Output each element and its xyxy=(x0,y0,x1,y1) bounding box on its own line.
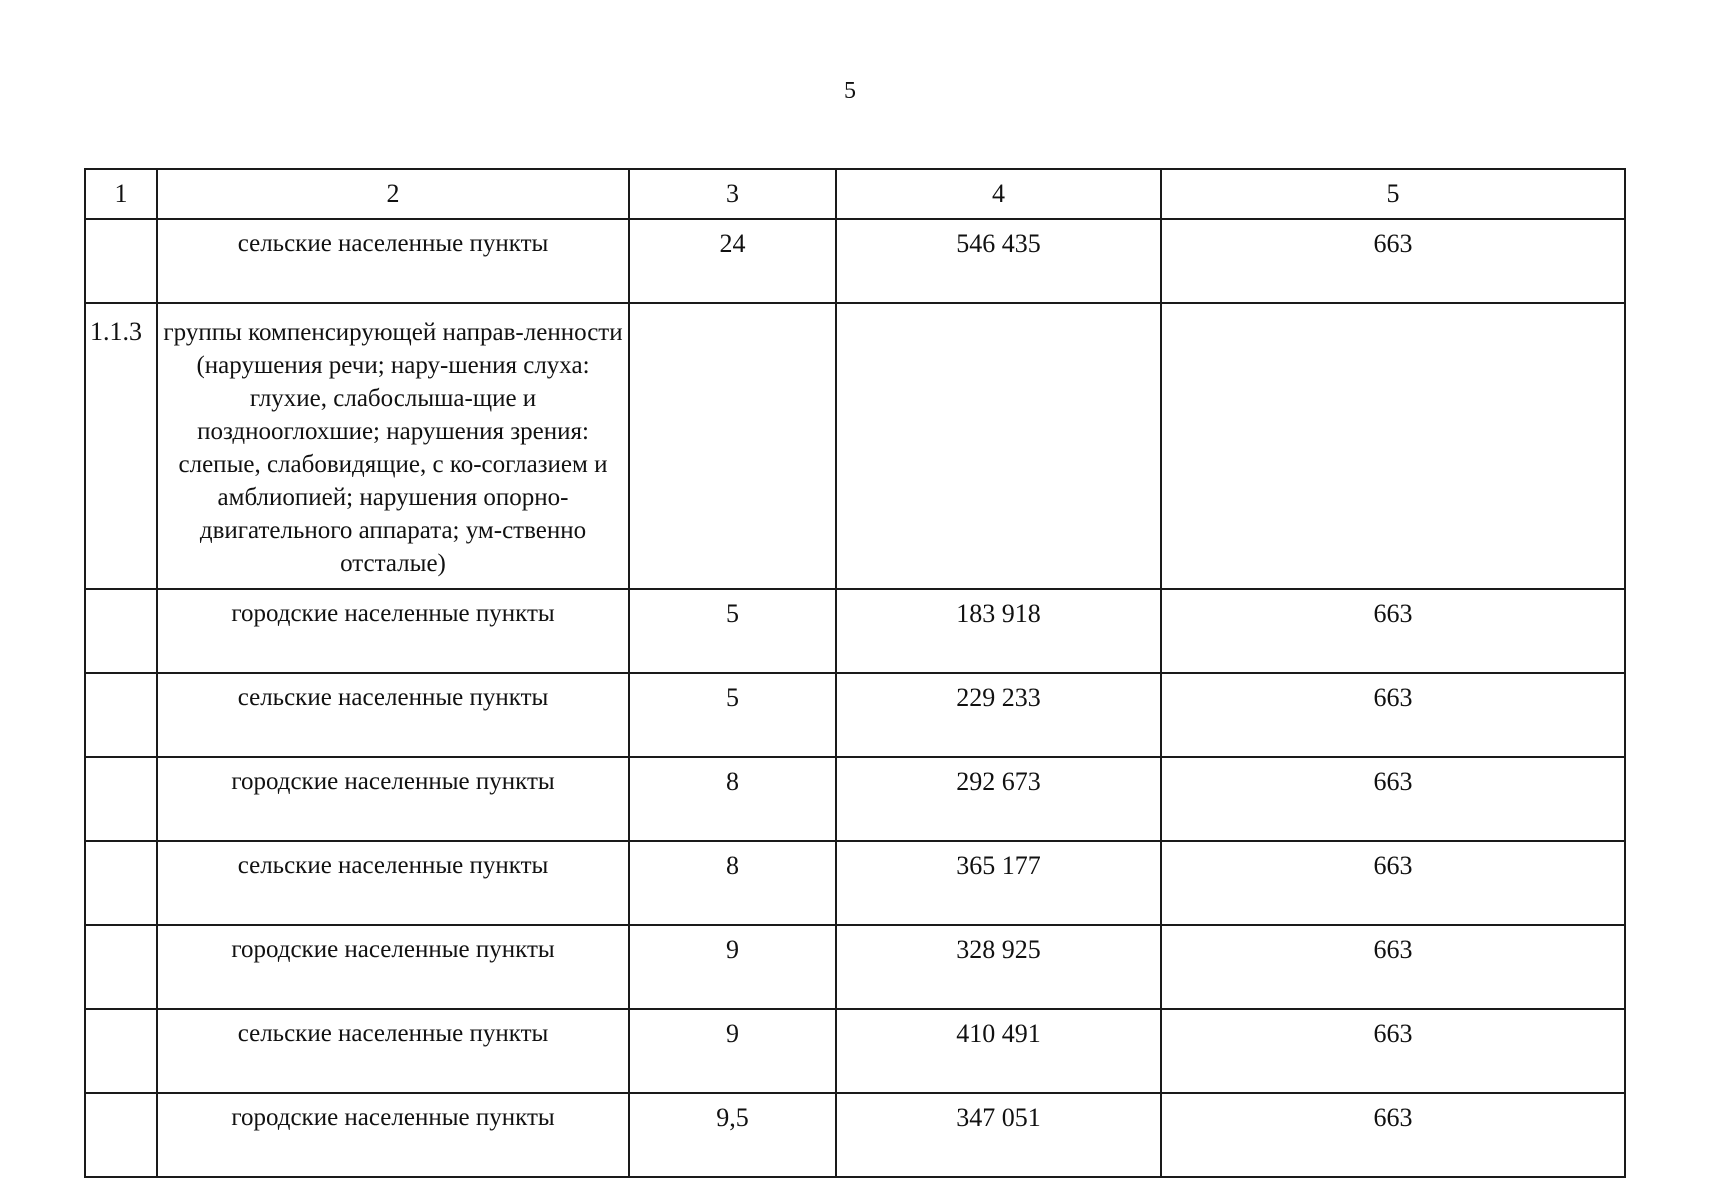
code-cell: 663 xyxy=(1161,925,1625,1009)
column-header-5: 5 xyxy=(1161,169,1625,219)
row-number-cell xyxy=(85,1009,157,1093)
quantity-cell: 9 xyxy=(629,925,836,1009)
amount-cell: 365 177 xyxy=(836,841,1161,925)
quantity-cell: 9,5 xyxy=(629,1093,836,1177)
description-cell: сельские населенные пункты xyxy=(157,219,629,303)
amount-cell xyxy=(836,303,1161,589)
column-header-4: 4 xyxy=(836,169,1161,219)
amount-cell: 347 051 xyxy=(836,1093,1161,1177)
row-number-cell: 1.1.3 xyxy=(85,303,157,589)
column-header-2: 2 xyxy=(157,169,629,219)
table-header-row xyxy=(85,169,1625,219)
description-cell: городские населенные пункты xyxy=(157,1093,629,1177)
amount-cell: 229 233 xyxy=(836,673,1161,757)
code-cell: 663 xyxy=(1161,219,1625,303)
row-number-cell xyxy=(85,1093,157,1177)
description-cell: городские населенные пункты xyxy=(157,589,629,673)
row-number-cell xyxy=(85,219,157,303)
column-header-3: 3 xyxy=(629,169,836,219)
quantity-cell: 24 xyxy=(629,219,836,303)
table-row xyxy=(85,1009,1625,1093)
quantity-cell: 5 xyxy=(629,673,836,757)
page-number: 5 xyxy=(844,78,856,104)
quantity-cell xyxy=(629,303,836,589)
amount-cell: 328 925 xyxy=(836,925,1161,1009)
amount-cell: 292 673 xyxy=(836,757,1161,841)
amount-cell: 183 918 xyxy=(836,589,1161,673)
code-cell: 663 xyxy=(1161,1093,1625,1177)
group-description-cell: группы компенсирующей направ-ленности (нарушения речи; нару-шения слуха: глухие, слабослыша-щие и позднооглохшие; нарушения зрения: слепые, слабовидящие, с ко-соглазием и амблиопией; нарушения опорно-двигательного аппарата; ум-ственно отсталые) xyxy=(157,303,629,589)
amount-cell: 410 491 xyxy=(836,1009,1161,1093)
table-row-group xyxy=(85,303,1625,589)
quantity-cell: 8 xyxy=(629,757,836,841)
amount-cell: 546 435 xyxy=(836,219,1161,303)
table-row xyxy=(85,841,1625,925)
code-cell: 663 xyxy=(1161,1009,1625,1093)
description-cell: сельские населенные пункты xyxy=(157,841,629,925)
row-number-cell xyxy=(85,673,157,757)
description-cell: городские населенные пункты xyxy=(157,757,629,841)
code-cell xyxy=(1161,303,1625,589)
description-cell: городские населенные пункты xyxy=(157,925,629,1009)
table-row xyxy=(85,219,1625,303)
data-table xyxy=(84,168,1626,1178)
description-cell: сельские населенные пункты xyxy=(157,1009,629,1093)
quantity-cell: 5 xyxy=(629,589,836,673)
table-row xyxy=(85,925,1625,1009)
table-row xyxy=(85,673,1625,757)
code-cell: 663 xyxy=(1161,841,1625,925)
column-header-1: 1 xyxy=(85,169,157,219)
code-cell: 663 xyxy=(1161,589,1625,673)
row-number-cell xyxy=(85,757,157,841)
table-row xyxy=(85,757,1625,841)
table-row xyxy=(85,589,1625,673)
code-cell: 663 xyxy=(1161,673,1625,757)
quantity-cell: 9 xyxy=(629,1009,836,1093)
row-number-cell xyxy=(85,925,157,1009)
row-number-cell xyxy=(85,841,157,925)
description-cell: сельские населенные пункты xyxy=(157,673,629,757)
row-number-cell xyxy=(85,589,157,673)
table-row xyxy=(85,1093,1625,1177)
code-cell: 663 xyxy=(1161,757,1625,841)
quantity-cell: 8 xyxy=(629,841,836,925)
